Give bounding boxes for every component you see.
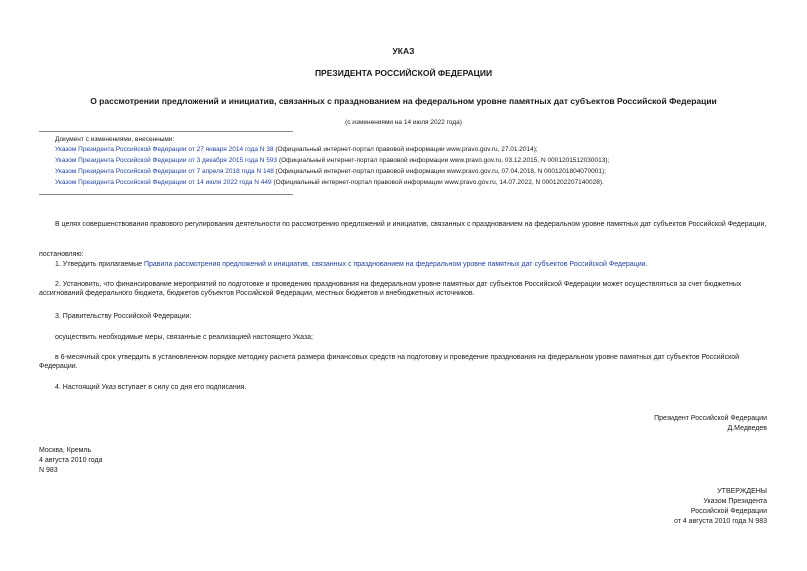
decree-word: постановляю: — [39, 251, 84, 258]
amendments-bottom-divider — [39, 194, 293, 195]
item-3-paragraph: 3. Правительству Российской Федерации: — [55, 313, 192, 320]
amendment-link[interactable]: Указом Президента Российской Федерации от 3 декабря 2015 года N 593 — [55, 157, 278, 164]
approval-line-1: УТВЕРЖДЕНЫ — [717, 488, 767, 495]
signature-position: Президент Российской Федерации — [654, 415, 767, 422]
amendment-link[interactable]: Указом Президента Российской Федерации от 27 января 2014 года N 38 — [55, 146, 274, 153]
decree-number: N 983 — [39, 467, 58, 474]
amendment-item — [55, 145, 538, 154]
changes-note: (с изменениями на 14 июля 2022 года) — [345, 119, 462, 126]
item-2-paragraph: 2. Установить, что финансирование мероприятий по подготовке и проведению празднования на федеральном уровне памятных дат субъектов Российской Федерации может осуществляться за счет бюджетных ассигнований федерального бюджета, бюджетов субъектов Российской Федерации, местных бюджетов и внебюджетных источников. — [39, 281, 742, 297]
item-1-suffix: . — [645, 261, 648, 268]
preamble-paragraph: В целях совершенствования правового регулирования деятельности по рассмотрению предложений и инициатив, связанных с празднованием на федеральном уровне памятных дат субъектов Российской Федерации, — [55, 221, 767, 228]
item-3a-paragraph: осуществить необходимые меры, связанные с реализацией настоящего Указа; — [55, 334, 313, 341]
approval-line-4: от 4 августа 2010 года N 983 — [673, 518, 767, 525]
amendment-item — [55, 178, 604, 187]
amendment-source: (Официальный интернет-портал правовой информации www.pravo.gov.ru, 27.01.2014); — [273, 146, 538, 153]
item-1-paragraph — [39, 260, 767, 269]
amendment-source: (Официальный интернет-портал правовой информации www.pravo.gov.ru, 14.07.2022, N 0001202207140028). — [271, 179, 604, 186]
rules-link[interactable]: Правила рассмотрения предложений и инициатив, связанных с празднованием на федеральном уровне памятных дат субъектов Российской Федерации — [143, 261, 646, 268]
place-text: Москва, Кремль — [39, 447, 92, 454]
document-type: УКАЗ — [392, 46, 415, 56]
approval-line-2: Указом Президента — [703, 498, 767, 505]
signature-name: Д.Медведев — [727, 425, 767, 432]
amendments-top-divider — [39, 131, 293, 132]
document-title: О рассмотрении предложений и инициатив, связанных с празднованием на федеральном уровне памятных дат субъектов Российской Федерации — [90, 96, 717, 106]
document-issuer: ПРЕЗИДЕНТА РОССИЙСКОЙ ФЕДЕРАЦИИ — [314, 68, 493, 78]
amendment-link[interactable]: Указом Президента Российской Федерации от 14 июля 2022 года N 449 — [55, 179, 272, 186]
approval-line-3: Российской Федерации — [690, 508, 767, 515]
amendment-item — [55, 167, 606, 176]
amendment-link[interactable]: Указом Президента Российской Федерации от 7 апреля 2018 года N 148 — [55, 168, 274, 175]
item-3b-paragraph: в 6-месячный срок утвердить в установленном порядке методику расчета размера финансовых средств на подготовку и проведение празднования на федеральном уровне памятных дат субъектов Российской Федерации. — [39, 354, 740, 370]
amendments-intro: Документ с изменениями, внесенными: — [55, 136, 175, 143]
item-4-paragraph: 4. Настоящий Указ вступает в силу со дня его подписания. — [55, 384, 247, 391]
amendment-source: (Официальный интернет-портал правовой информации www.pravo.gov.ru, 07.04.2018, N 0001201804070001); — [273, 168, 606, 175]
date-text: 4 августа 2010 года — [39, 457, 103, 464]
amendment-item — [55, 156, 609, 165]
item-1-prefix: 1. Утвердить прилагаемые — [55, 261, 144, 268]
amendment-source: (Официальный интернет-портал правовой информации www.pravo.gov.ru, 03.12.2015, N 0001201512030013); — [277, 157, 610, 164]
